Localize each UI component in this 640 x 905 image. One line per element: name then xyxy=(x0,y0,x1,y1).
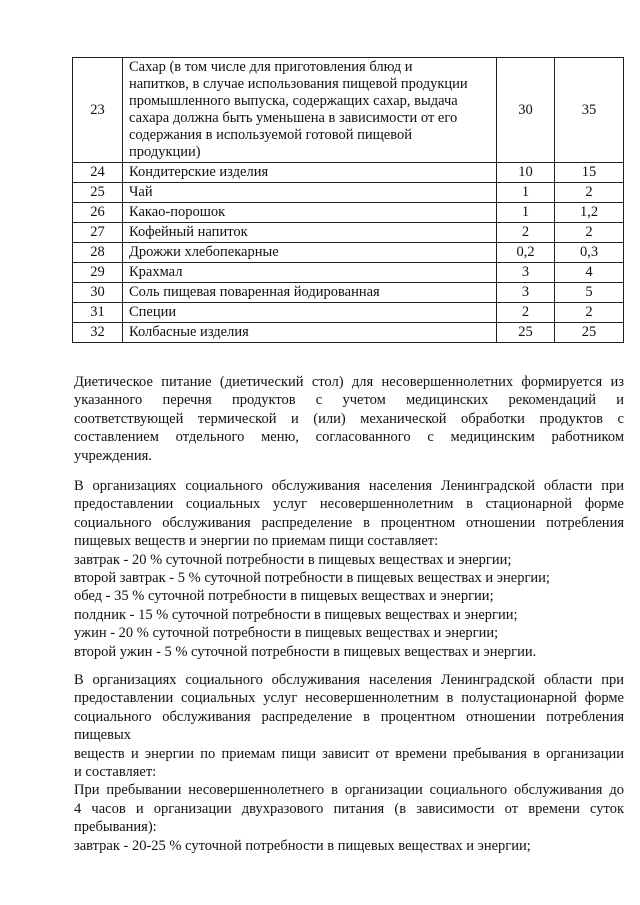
value-col2: 1,2 xyxy=(555,203,624,223)
product-name: Чай xyxy=(123,183,497,203)
table-row xyxy=(73,58,624,163)
row-number: 27 xyxy=(73,223,123,243)
text-line: социального обслуживания распределение в процентном отношении потребления xyxy=(74,708,624,725)
table-row xyxy=(73,303,624,323)
value-col1: 1 xyxy=(497,203,555,223)
value-col1: 30 xyxy=(497,58,555,163)
row-number: 28 xyxy=(73,243,123,263)
product-name-line: сахара должна быть уменьшена в зависимости от его xyxy=(129,110,458,126)
row-number: 31 xyxy=(73,303,123,323)
table-row xyxy=(73,223,624,243)
row-number: 24 xyxy=(73,163,123,183)
value-col1: 3 xyxy=(497,263,555,283)
text-line: 4 часов и организации двухразового питания (в зависимости от времени суток xyxy=(74,800,624,817)
text-line: Диетическое питание (диетический стол) для несовершеннолетних формируется из xyxy=(74,374,624,390)
value-col1: 2 xyxy=(497,223,555,243)
value-col1: 1 xyxy=(497,183,555,203)
meal-line: завтрак - 20-25 % суточной потребности в пищевых веществах и энергии; xyxy=(74,837,531,854)
value-col2: 4 xyxy=(555,263,624,283)
product-name: Дрожжи хлебопекарные xyxy=(123,243,497,263)
table-row xyxy=(73,243,624,263)
row-number: 23 xyxy=(73,58,123,163)
text-line: В организациях социального обслуживания населения Ленинградской области при xyxy=(74,672,624,688)
text-line: предоставлении социальных услуг несовершеннолетним в стационарной форме xyxy=(74,496,624,513)
product-name-line: продукции) xyxy=(129,144,201,160)
table-row xyxy=(73,263,624,283)
meal-line: второй ужин - 5 % суточной потребности в пищевых веществах и энергии. xyxy=(74,643,537,660)
product-name: Специи xyxy=(123,303,497,323)
paragraph-diet xyxy=(74,373,624,465)
product-name-line: содержания в используемой готовой пищевой xyxy=(129,127,412,143)
product-name: Колбасные изделия xyxy=(123,323,497,343)
text-line: указанного перечня продуктов с учетом медицинских рекомендаций и xyxy=(74,392,624,409)
text-line: социального обслуживания распределение в процентном отношении потребления xyxy=(74,514,624,531)
row-number: 25 xyxy=(73,183,123,203)
meal-line: полдник - 15 % суточной потребности в пищевых веществах и энергии; xyxy=(74,606,518,623)
norms-table xyxy=(72,57,624,343)
text-line: веществ и энергии по приемам пищи зависит от времени пребывания в организации xyxy=(74,745,624,762)
text-line: составлением отдельного меню, согласованного с медицинским работником xyxy=(74,429,624,446)
value-col1: 25 xyxy=(497,323,555,343)
text-line: пищевых xyxy=(74,727,131,744)
value-col2: 25 xyxy=(555,323,624,343)
text-line: соответствующей термической и (или) механической обработки продуктов с xyxy=(74,410,624,427)
table-row xyxy=(73,163,624,183)
text-line: пищевых веществ и энергии по приемам пищи составляет: xyxy=(74,533,439,550)
product-name xyxy=(123,58,497,163)
paragraph-stationary xyxy=(74,477,624,661)
value-col1: 2 xyxy=(497,303,555,323)
product-name: Крахмал xyxy=(123,263,497,283)
product-name: Соль пищевая поваренная йодированная xyxy=(123,283,497,303)
value-col2: 0,3 xyxy=(555,243,624,263)
text-line: При пребывании несовершеннолетнего в организации социального обслуживания до xyxy=(74,782,624,799)
table-row xyxy=(73,183,624,203)
meal-line: завтрак - 20 % суточной потребности в пищевых веществах и энергии; xyxy=(74,551,512,568)
text-line: пребывания): xyxy=(74,819,157,836)
row-number: 29 xyxy=(73,263,123,283)
text-line: и составляет: xyxy=(74,764,157,781)
meal-line: обед - 35 % суточной потребности в пищевых веществах и энергии; xyxy=(74,588,494,605)
value-col2: 35 xyxy=(555,58,624,163)
value-col2: 2 xyxy=(555,303,624,323)
text-line: предоставлении социальных услуг несовершеннолетним в полустационарной форме xyxy=(74,690,624,707)
table-row xyxy=(73,203,624,223)
value-col1: 10 xyxy=(497,163,555,183)
value-col2: 5 xyxy=(555,283,624,303)
product-name: Кофейный напиток xyxy=(123,223,497,243)
table-row xyxy=(73,323,624,343)
meal-line: второй завтрак - 5 % суточной потребности в пищевых веществах и энергии; xyxy=(74,570,550,587)
product-name: Какао-порошок xyxy=(123,203,497,223)
row-number: 30 xyxy=(73,283,123,303)
value-col1: 3 xyxy=(497,283,555,303)
value-col1: 0,2 xyxy=(497,243,555,263)
text-line: В организациях социального обслуживания населения Ленинградской области при xyxy=(74,478,624,494)
value-col2: 2 xyxy=(555,223,624,243)
text-line: учреждения. xyxy=(74,447,152,464)
row-number: 26 xyxy=(73,203,123,223)
row-number: 32 xyxy=(73,323,123,343)
meal-line: ужин - 20 % суточной потребности в пищевых веществах и энергии; xyxy=(74,625,499,642)
paragraph-semistationary xyxy=(74,671,624,855)
value-col2: 2 xyxy=(555,183,624,203)
product-name-line: промышленного выпуска, содержащих сахар, выдача xyxy=(129,93,458,109)
product-name: Кондитерские изделия xyxy=(123,163,497,183)
table-row xyxy=(73,283,624,303)
value-col2: 15 xyxy=(555,163,624,183)
product-name-line: Сахар (в том числе для приготовления блюд и xyxy=(129,59,413,75)
product-name-line: напитков, в случае использования пищевой продукции xyxy=(129,76,468,92)
